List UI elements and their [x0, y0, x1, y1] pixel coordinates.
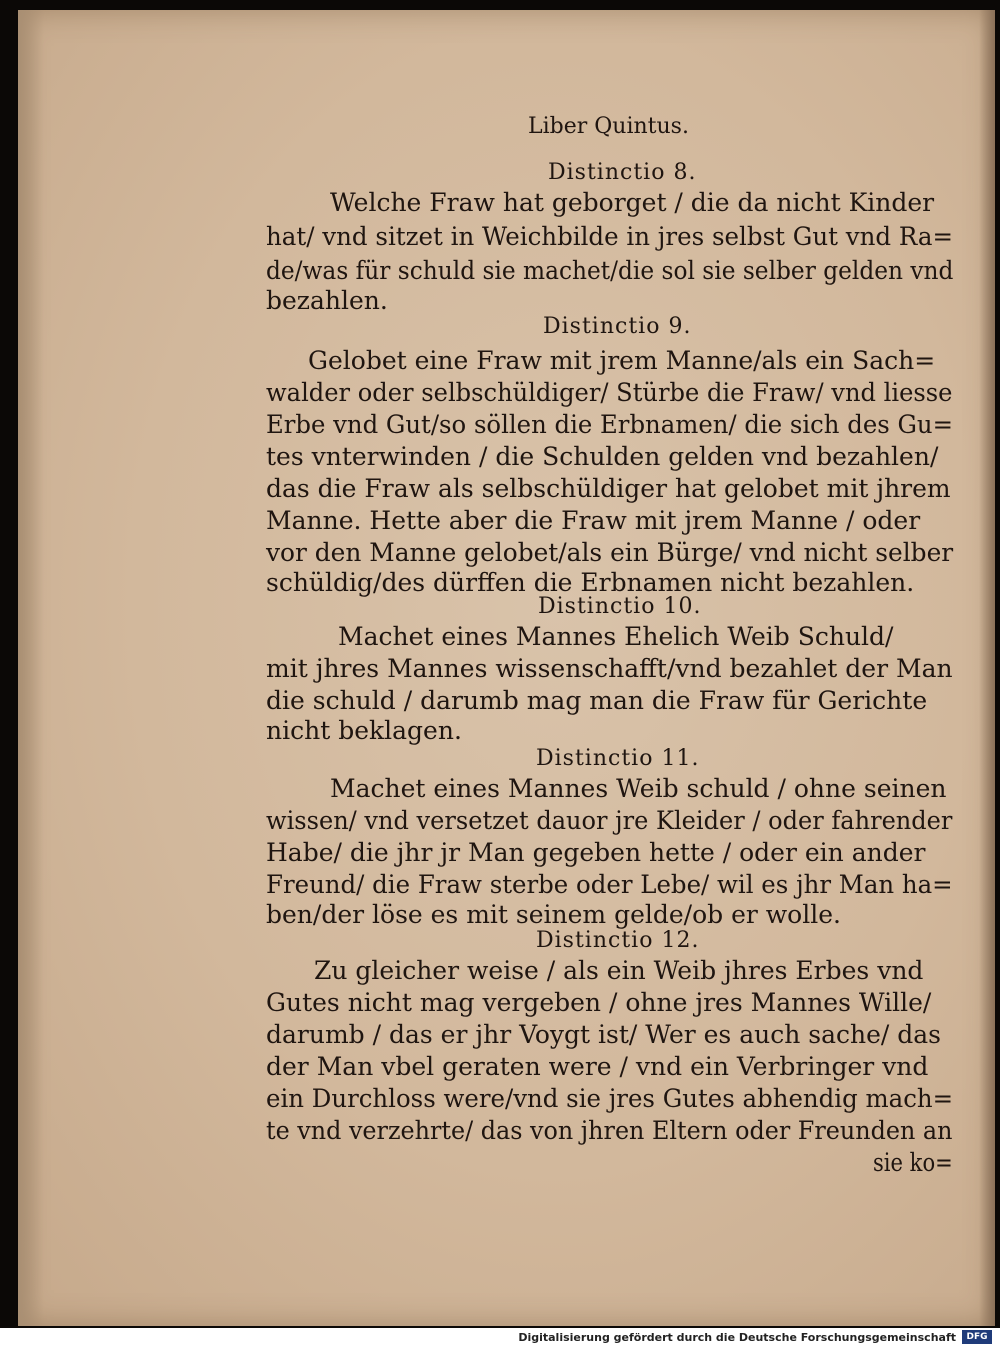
- text-line: hat/ vnd sitzet in Weichbilde in jres selbst Gut vnd Ra=: [266, 222, 953, 251]
- text-line: nicht beklagen.: [266, 716, 462, 745]
- text-line: mit jhres Mannes wissenschafft/vnd bezahlet der Man: [266, 654, 953, 683]
- book-page: [18, 10, 995, 1326]
- text-line: Machet eines Mannes Weib schuld / ohne seinen: [330, 774, 947, 803]
- text-line: Erbe vnd Gut/so söllen die Erbnamen/ die sich des Gu=: [266, 410, 954, 439]
- text-line: Gelobet eine Fraw mit jrem Manne/als ein Sach=: [308, 346, 936, 375]
- text-line: darumb / das er jhr Voygt ist/ Wer es auch sache/ das: [266, 1020, 941, 1049]
- section-heading: Distinctio 8.: [548, 160, 697, 185]
- text-line: Gutes nicht mag vergeben / ohne jres Mannes Wille/: [266, 988, 932, 1017]
- dfg-logo: DFG: [962, 1330, 992, 1344]
- text-line: walder oder selbschüldiger/ Stürbe die Fraw/ vnd liesse: [266, 378, 953, 407]
- section-heading: Distinctio 9.: [543, 314, 692, 339]
- text-line: vor den Manne gelobet/als ein Bürge/ vnd nicht selber: [266, 538, 954, 567]
- text-line: das die Fraw als selbschüldiger hat gelobet mit jhrem: [266, 474, 951, 503]
- text-line: tes vnterwinden / die Schulden gelden vnd bezahlen/: [266, 442, 939, 471]
- footer-bar: [0, 1328, 1000, 1348]
- text-line: schüldig/des dürffen die Erbnamen nicht bezahlen.: [266, 568, 915, 597]
- text-line: ein Durchloss were/vnd sie jres Gutes abhendig mach=: [266, 1084, 954, 1113]
- catchword: sie ko=: [873, 1148, 953, 1177]
- section-heading: Distinctio 11.: [536, 746, 700, 771]
- text-line: bezahlen.: [266, 286, 388, 315]
- section-heading: Distinctio 10.: [538, 594, 702, 619]
- text-line: de/was für schuld sie machet/die sol sie selber gelden vnd: [266, 256, 954, 285]
- text-line: die schuld / darumb mag man die Fraw für Gerichte: [266, 686, 928, 715]
- running-head: Liber Quintus.: [528, 114, 689, 139]
- text-line: Machet eines Mannes Ehelich Weib Schuld/: [338, 622, 894, 651]
- text-line: Freund/ die Fraw sterbe oder Lebe/ wil es jhr Man ha=: [266, 870, 953, 899]
- text-line: Zu gleicher weise / als ein Weib jhres Erbes vnd: [314, 956, 924, 985]
- text-line: te vnd verzehrte/ das von jhren Eltern oder Freunden an: [266, 1116, 953, 1145]
- text-line: Manne. Hette aber die Fraw mit jrem Manne / oder: [266, 506, 921, 535]
- text-line: wissen/ vnd versetzet dauor jre Kleider / oder fahrender: [266, 806, 953, 835]
- text-line: Habe/ die jhr jr Man gegeben hette / oder ein ander: [266, 838, 926, 867]
- funding-credit: Digitalisierung gefördert durch die Deutsche Forschungsgemeinschaft: [518, 1331, 956, 1344]
- text-line: der Man vbel geraten were / vnd ein Verbringer vnd: [266, 1052, 929, 1081]
- text-line: ben/der löse es mit seinem gelde/ob er wolle.: [266, 900, 841, 929]
- text-line: Welche Fraw hat geborget / die da nicht Kinder: [330, 188, 935, 217]
- section-heading: Distinctio 12.: [536, 928, 700, 953]
